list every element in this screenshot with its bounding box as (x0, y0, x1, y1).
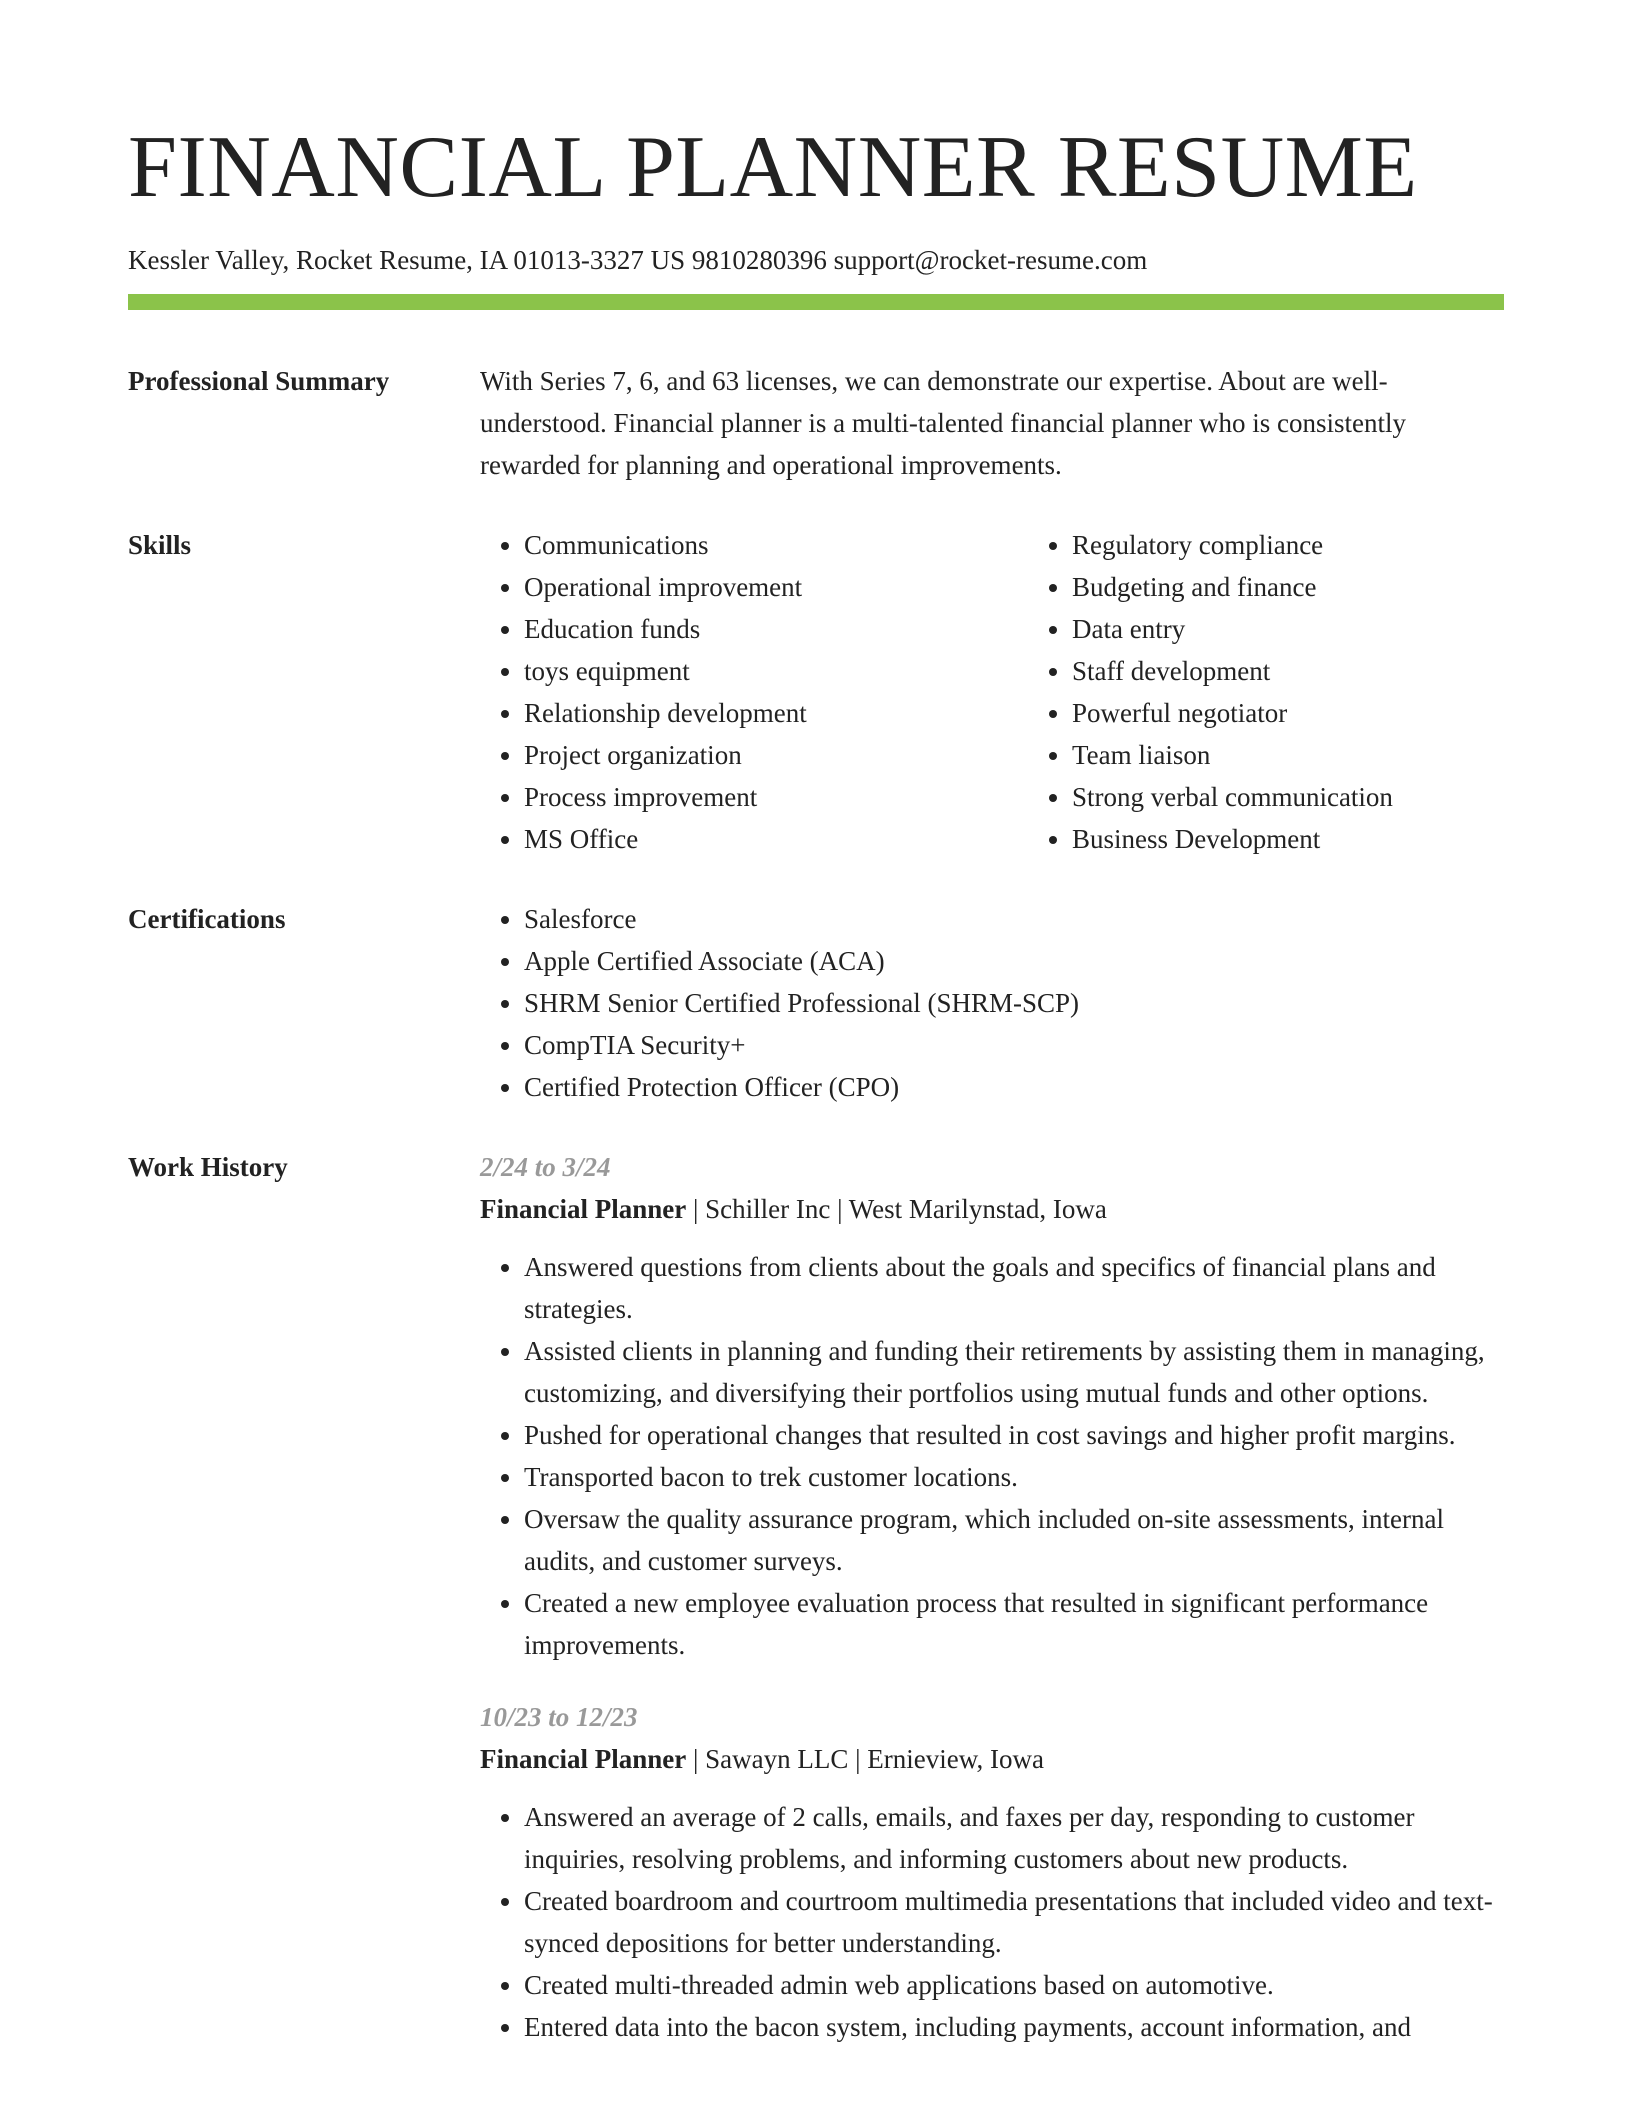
job-title: Financial Planner (480, 1744, 687, 1774)
job-bullet: • Pushed for operational changes that resulted in cost savings and higher profit margins. (524, 1414, 1504, 1456)
skill-item: • Project organization (524, 734, 984, 776)
job-title: Financial Planner (480, 1194, 687, 1224)
summary-section (128, 360, 1504, 486)
resume-title: FINANCIAL PLANNER RESUME (128, 119, 1418, 216)
job-bullet-list (480, 1246, 1504, 1666)
section-label-skills: Skills (128, 530, 192, 560)
skill-item: • Education funds (524, 608, 984, 650)
skill-item: • Business Development (1072, 818, 1532, 860)
job-entry (480, 1696, 1504, 2048)
section-label-certifications: Certifications (128, 904, 286, 934)
certification-item: • CompTIA Security+ (524, 1024, 1504, 1066)
job-bullet: • Created boardroom and courtroom multimedia presentations that included video and text-synced depositions for better understanding. (524, 1880, 1504, 1964)
resume-page (128, 0, 1504, 2048)
job-entry (480, 1146, 1504, 1666)
skill-item: • Regulatory compliance (1072, 524, 1532, 566)
skills-section (128, 524, 1504, 860)
job-bullet: • Entered data into the bacon system, including payments, account information, and (524, 2006, 1504, 2048)
job-bullet: • Oversaw the quality assurance program, which included on-site assessments, internal audits, and customer surveys. (524, 1498, 1504, 1582)
skill-item: • MS Office (524, 818, 984, 860)
certification-item: • Certified Protection Officer (CPO) (524, 1066, 1504, 1108)
job-bullet: • Assisted clients in planning and funding their retirements by assisting them in managing, customizing, and diversifying their portfolios using mutual funds and other options. (524, 1330, 1504, 1414)
skill-item: • Operational improvement (524, 566, 984, 608)
skill-item: • Process improvement (524, 776, 984, 818)
skill-item: • Powerful negotiator (1072, 692, 1532, 734)
section-label-summary: Professional Summary (128, 366, 390, 396)
job-bullet: • Answered an average of 2 calls, emails, and faxes per day, responding to customer inquiries, resolving problems, and informing customers about new products. (524, 1796, 1504, 1880)
job-dates: 2/24 to 3/24 (480, 1152, 611, 1182)
certification-item: • Apple Certified Associate (ACA) (524, 940, 1504, 982)
skill-item: • Team liaison (1072, 734, 1532, 776)
job-dates: 10/23 to 12/23 (480, 1702, 638, 1732)
contact-line: Kessler Valley, Rocket Resume, IA 01013-3327 US 9810280396 support@rocket-resume.com (128, 245, 1148, 275)
summary-text: With Series 7, 6, and 63 licenses, we can demonstrate our expertise. About are well-understood. Financial planner is a multi-talented financial planner who is consistently rewarded for planning and operational improvements. (480, 366, 1407, 480)
certifications-section (128, 898, 1504, 1108)
skill-item: • Staff development (1072, 650, 1532, 692)
job-employer-location: | Sawayn LLC | Ernieview, Iowa (686, 1744, 1044, 1774)
job-bullet: • Transported bacon to trek customer locations. (524, 1456, 1504, 1498)
skill-item: • toys equipment (524, 650, 984, 692)
certifications-list (480, 898, 1504, 1108)
job-bullet-list (480, 1796, 1504, 2048)
job-employer-location: | Schiller Inc | West Marilynstad, Iowa (686, 1194, 1107, 1224)
job-bullet: • Created multi-threaded admin web applications based on automotive. (524, 1964, 1504, 2006)
job-bullet: • Answered questions from clients about the goals and specifics of financial plans and strategies. (524, 1246, 1504, 1330)
skill-item: • Communications (524, 524, 984, 566)
job-heading (480, 1188, 1504, 1230)
section-label-work-history: Work History (128, 1152, 288, 1182)
job-bullet: • Created a new employee evaluation process that resulted in significant performance improvements. (524, 1582, 1504, 1666)
accent-divider (128, 294, 1504, 310)
job-heading (480, 1738, 1504, 1780)
skills-list-left (480, 524, 984, 860)
skill-item: • Data entry (1072, 608, 1532, 650)
work-history-section (128, 1146, 1504, 2048)
skill-item: • Relationship development (524, 692, 984, 734)
certification-item: • SHRM Senior Certified Professional (SHRM-SCP) (524, 982, 1504, 1024)
certification-item: • Salesforce (524, 898, 1504, 940)
skill-item: • Strong verbal communication (1072, 776, 1532, 818)
skills-list-right (1028, 524, 1532, 860)
skill-item: • Budgeting and finance (1072, 566, 1532, 608)
